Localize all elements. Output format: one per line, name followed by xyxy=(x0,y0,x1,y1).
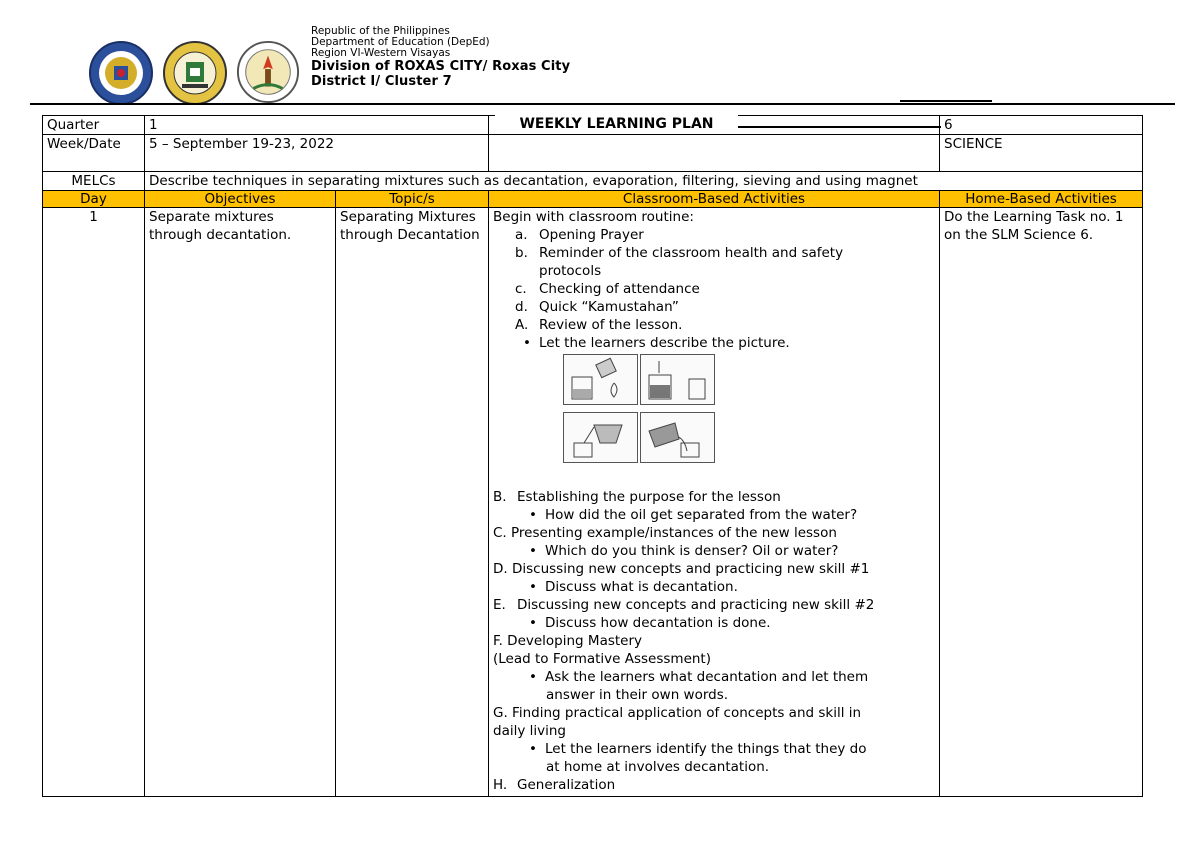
section-purpose: B. Establishing the purpose for the lesson xyxy=(493,489,781,505)
weekly-learning-plan-table xyxy=(42,115,1143,797)
list-item: protocols xyxy=(539,263,602,279)
division-seal-icon xyxy=(162,40,228,106)
decantation-panel-1 xyxy=(563,354,638,405)
header-short-rule xyxy=(900,100,992,102)
list-item: • Which do you think is denser? Oil or water? xyxy=(529,543,839,559)
column-header-topics: Topic/s xyxy=(336,191,489,208)
column-header-objectives: Objectives xyxy=(145,191,336,208)
topic-text: Separating Mixtures through Decantation xyxy=(336,208,489,797)
column-header-row xyxy=(43,191,1143,208)
beaker-decant-icon xyxy=(641,413,714,462)
table-row xyxy=(43,135,1143,172)
title-cell xyxy=(489,116,940,135)
list-item: d. Quick “Kamustahan” xyxy=(515,299,679,315)
section-review: A. Review of the lesson. xyxy=(515,317,683,333)
header-republic: Republic of the Philippines xyxy=(311,25,450,37)
section-application: G. Finding practical application of concepts and skill in xyxy=(493,705,862,721)
blank-cell xyxy=(489,135,940,172)
section-concepts-1: D. Discussing new concepts and practicing new skill #1 xyxy=(493,561,870,577)
list-item: • Discuss what is decantation. xyxy=(529,579,738,595)
section-mastery-note: (Lead to Formative Assessment) xyxy=(493,651,711,667)
week-date-value: 5 – September 19-23, 2022 xyxy=(145,135,489,172)
header-region: Region VI-Western Visayas xyxy=(311,47,451,59)
subject-value: SCIENCE xyxy=(940,135,1143,172)
table-row xyxy=(43,172,1143,191)
decantation-panel-4 xyxy=(640,412,715,463)
page-title: WEEKLY LEARNING PLAN xyxy=(495,115,738,133)
list-item: • How did the oil get separated from the water? xyxy=(529,507,858,523)
list-item: • Ask the learners what decantation and let them xyxy=(529,669,869,685)
classroom-activities xyxy=(489,208,940,797)
list-item: • Discuss how decantation is done. xyxy=(529,615,771,631)
beaker-layers-icon xyxy=(641,355,714,404)
week-date-label: Week/Date xyxy=(43,135,145,172)
objectives-text: Separate mixtures through decantation. xyxy=(145,208,336,797)
list-item-continued: answer in their own words. xyxy=(546,687,729,703)
section-concepts-2: E. Discussing new concepts and practicing new skill #2 xyxy=(493,597,875,613)
decantation-panel-2 xyxy=(640,354,715,405)
routine-intro: Begin with classroom routine: xyxy=(493,209,694,225)
list-item: b. Reminder of the classroom health and safety xyxy=(515,245,844,261)
deped-seal-icon xyxy=(88,40,154,106)
list-item: c. Checking of attendance xyxy=(515,281,700,297)
header-division: Division of ROXAS CITY/ Roxas City xyxy=(311,59,571,74)
day-number: 1 xyxy=(43,208,145,797)
quarter-value: 1 xyxy=(145,116,489,135)
header-rule xyxy=(30,103,1175,105)
list-item: a. Opening Prayer xyxy=(515,227,644,243)
header-district: District I/ Cluster 7 xyxy=(311,74,452,89)
beaker-pour-icon xyxy=(564,355,637,404)
column-header-day: Day xyxy=(43,191,145,208)
column-header-home: Home-Based Activities xyxy=(940,191,1143,208)
district-seal-icon xyxy=(236,40,300,104)
title-underline xyxy=(738,126,941,128)
home-activities: Do the Learning Task no. 1 on the SLM Science 6. xyxy=(940,208,1143,797)
section-application-cont: daily living xyxy=(493,723,566,739)
column-header-classroom: Classroom-Based Activities xyxy=(489,191,940,208)
section-mastery: F. Developing Mastery xyxy=(493,633,643,649)
list-item: • Let the learners identify the things that they do xyxy=(529,741,867,757)
table-row xyxy=(43,116,1143,135)
section-examples: C. Presenting example/instances of the new lesson xyxy=(493,525,837,541)
decantation-picture xyxy=(563,354,715,464)
decantation-panel-3 xyxy=(563,412,638,463)
header-department: Department of Education (DepEd) xyxy=(311,36,490,48)
list-item-continued: at home at involves decantation. xyxy=(546,759,770,775)
melcs-label: MELCs xyxy=(43,172,145,191)
table-row xyxy=(43,208,1143,797)
quarter-label: Quarter xyxy=(43,116,145,135)
melcs-text: Describe techniques in separating mixtures such as decantation, evaporation, filtering, sieving and using magnet xyxy=(145,172,1143,191)
beaker-tilt-icon xyxy=(564,413,637,462)
grade-value: 6 xyxy=(940,116,1143,135)
section-generalization: H. Generalization xyxy=(493,777,616,793)
header-text xyxy=(311,26,570,89)
list-item: • Let the learners describe the picture. xyxy=(523,335,790,351)
